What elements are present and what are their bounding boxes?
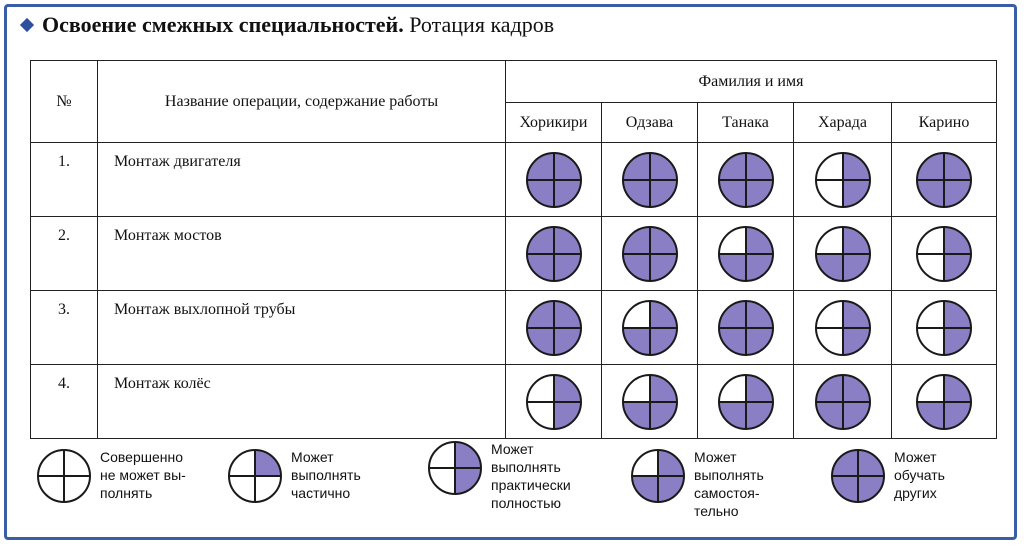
legend-line: выполнять [694,467,764,483]
skill-level-3-icon [717,225,775,283]
skill-level-cell [794,365,892,439]
legend-line: Может [491,441,534,457]
legend-line: частично [291,485,351,501]
legend-line: выполнять [291,467,361,483]
row-number: 1. [31,143,98,217]
legend-item [630,448,764,520]
skill-level-4-icon [525,151,583,209]
skill-level-3-icon [717,373,775,431]
legend-text [491,440,571,512]
skill-level-3-icon [814,225,872,283]
legend-level-0-icon [36,448,92,504]
legend-line: Может [291,449,334,465]
legend-line: Может [694,449,737,465]
table-row [31,217,997,291]
legend-line: обучать [894,467,945,483]
operation-name: Монтаж мостов [98,217,506,291]
skill-level-4-icon [717,299,775,357]
skill-level-cell [698,217,794,291]
legend-text [100,448,186,502]
legend-level-2-icon [427,440,483,496]
skill-level-cell [602,365,698,439]
legend-item [830,448,945,504]
legend-item [427,440,571,512]
skill-level-cell [506,365,602,439]
skill-level-cell [602,217,698,291]
skill-level-cell [698,291,794,365]
skill-level-3-icon [621,373,679,431]
legend-line: Совершенно [100,449,184,465]
row-number: 2. [31,217,98,291]
skill-level-4-icon [814,373,872,431]
skill-level-cell [892,291,997,365]
header-person: Танака [698,103,794,143]
legend-line: самостоя- [694,485,760,501]
legend-item [36,448,186,504]
legend-line: полнять [100,485,153,501]
skill-level-cell [506,143,602,217]
header-person: Карино [892,103,997,143]
skill-level-4-icon [525,299,583,357]
skill-level-cell [794,143,892,217]
skills-matrix-table [30,60,997,439]
skill-level-cell [892,365,997,439]
skill-level-cell [698,365,794,439]
operation-name: Монтаж двигателя [98,143,506,217]
row-number: 3. [31,291,98,365]
legend-line: тельно [694,503,739,519]
skill-level-2-icon [814,151,872,209]
skill-level-2-icon [915,225,973,283]
legend-line: других [894,485,937,501]
diamond-bullet-icon [20,18,34,32]
operation-name: Монтаж колёс [98,365,506,439]
legend-text [291,448,361,502]
skill-level-cell [698,143,794,217]
skill-level-4-icon [621,225,679,283]
table-row [31,143,997,217]
skill-level-cell [794,291,892,365]
legend-text [694,448,764,520]
header-names-label: Фамилия и имя [506,61,997,103]
operation-name: Монтаж выхлопной трубы [98,291,506,365]
legend-text [894,448,945,502]
skill-level-cell [506,291,602,365]
legend-line: не может вы- [100,467,186,483]
header-num: № [31,61,98,143]
skill-level-3-icon [621,299,679,357]
legend-line: Может [894,449,937,465]
skill-level-cell [892,217,997,291]
legend-line: практически [491,477,571,493]
row-number: 4. [31,365,98,439]
table-row [31,291,997,365]
skill-level-4-icon [525,225,583,283]
skill-level-cell [794,217,892,291]
legend-level-3-icon [630,448,686,504]
title-normal: Ротация кадров [409,12,555,37]
table-row [31,365,997,439]
legend-level-4-icon [830,448,886,504]
legend-level-1-icon [227,448,283,504]
header-person: Харада [794,103,892,143]
header-person: Одзава [602,103,698,143]
skill-level-cell [506,217,602,291]
skill-level-4-icon [915,151,973,209]
legend-item [227,448,361,504]
skill-level-3-icon [915,373,973,431]
legend-line: выполнять [491,459,561,475]
skill-level-2-icon [915,299,973,357]
skill-level-cell [602,291,698,365]
header-person: Хорикири [506,103,602,143]
skill-level-4-icon [717,151,775,209]
title-bold: Освоение смежных специальностей. [42,12,404,37]
legend-line: полностью [491,495,561,511]
skill-level-cell [892,143,997,217]
skill-level-4-icon [621,151,679,209]
skill-level-2-icon [814,299,872,357]
legend [30,442,996,532]
skill-level-2-icon [525,373,583,431]
page-title [22,12,554,38]
skill-level-cell [602,143,698,217]
header-operation: Название операции, содержание работы [98,61,506,143]
